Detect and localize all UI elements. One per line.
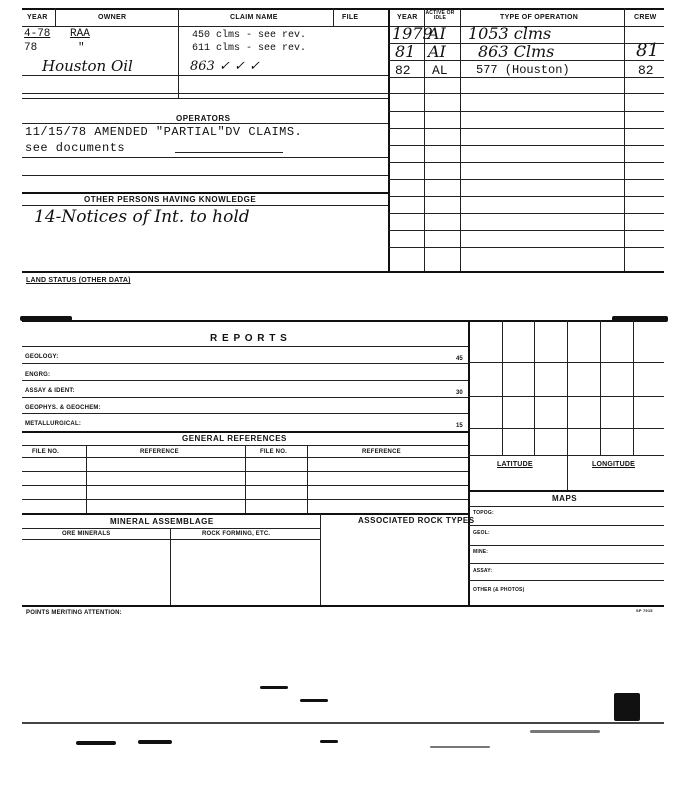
row-line — [388, 111, 664, 112]
row-line — [22, 346, 468, 347]
divider — [170, 528, 171, 605]
longitude-label: LONGITUDE — [592, 461, 636, 468]
row-line — [468, 545, 664, 546]
latitude-label: LATITUDE — [497, 461, 533, 468]
grid-line — [502, 320, 503, 455]
ref-col-reference: REFERENCE — [140, 449, 179, 455]
rock-forming-header: ROCK FORMING, ETC. — [202, 531, 271, 537]
row-line — [22, 175, 388, 176]
operation-status: AI — [428, 24, 446, 43]
header-bottom-line — [22, 26, 664, 27]
report-label-assay: ASSAY & IDENT: — [25, 388, 75, 394]
row-line — [22, 157, 388, 158]
divider — [245, 445, 246, 513]
row-line — [388, 93, 664, 94]
row-line — [22, 75, 388, 76]
top-border — [22, 8, 664, 10]
row-line — [388, 162, 664, 163]
row-line — [388, 271, 664, 273]
maps-other: OTHER (& PHOTOS) — [473, 587, 525, 593]
row-line — [22, 528, 320, 529]
row-line — [388, 77, 664, 78]
land-status-label: LAND STATUS (OTHER DATA) — [26, 277, 131, 284]
row-line — [468, 563, 664, 564]
row-line — [468, 525, 664, 526]
underline — [175, 152, 283, 153]
row-line — [22, 123, 388, 124]
row-line — [22, 271, 388, 273]
col-file-header: FILE — [342, 14, 359, 21]
scale-number: 30 — [456, 390, 463, 396]
operators-entry: see documents — [25, 141, 126, 155]
scan-mark — [430, 746, 490, 748]
scan-mark — [614, 693, 640, 721]
row-line — [22, 513, 468, 515]
row-line — [388, 247, 664, 248]
row-line — [388, 128, 664, 129]
operation-crew: 81 — [636, 40, 659, 61]
claim-name: 611 clms - see rev. — [192, 43, 307, 54]
row-line — [22, 397, 468, 398]
associated-rock-types-title: ASSOCIATED ROCK TYPES — [358, 516, 475, 525]
ref-col-reference: REFERENCE — [362, 449, 401, 455]
row-line — [22, 485, 468, 486]
claim-owner: Houston Oil — [42, 57, 133, 75]
row-line — [22, 380, 468, 381]
grid-line — [534, 320, 535, 455]
claim-name: 863 ✓ ✓ ✓ — [190, 59, 260, 74]
maps-topog: TOPOG: — [473, 510, 494, 516]
maps-geol: GEOL: — [473, 530, 490, 536]
divider — [333, 8, 334, 26]
other-persons-entry: 14-Notices of Int. to hold — [34, 207, 250, 227]
divider — [460, 8, 461, 272]
grid-line — [468, 455, 664, 456]
scan-mark — [300, 699, 328, 702]
row-line — [22, 205, 388, 206]
divider — [424, 8, 425, 272]
scan-mark — [530, 730, 600, 733]
report-label-geophys: GEOPHYS. & GEOCHEM: — [25, 405, 101, 411]
operation-type: 577 (Houston) — [476, 63, 570, 77]
row-line — [22, 98, 388, 99]
report-label-engrg: ENGRG: — [25, 372, 51, 378]
row-line — [468, 580, 664, 581]
col-claim-name-header: CLAIM NAME — [230, 14, 278, 21]
divider — [178, 8, 179, 98]
mineral-assemblage-title: MINERAL ASSEMBLAGE — [110, 517, 214, 526]
divider — [320, 513, 321, 605]
scan-mark — [76, 741, 116, 745]
ref-col-file-no: FILE NO. — [32, 449, 59, 455]
claim-owner: " — [78, 42, 85, 54]
general-references-title: GENERAL REFERENCES — [182, 434, 287, 443]
claim-year: 78 — [24, 42, 38, 54]
row-line — [388, 60, 664, 61]
row-line — [22, 93, 388, 94]
operation-year: 82 — [395, 63, 411, 78]
row-line — [388, 179, 664, 180]
points-meriting-attention-label: POINTS MERITING ATTENTION: — [26, 610, 122, 616]
col-active-idle-header: ACTIVE OR IDLE — [425, 10, 455, 21]
row-line — [22, 192, 388, 194]
scan-mark — [320, 740, 338, 743]
divider — [55, 8, 56, 26]
grid-line — [468, 428, 664, 429]
divider — [86, 445, 87, 513]
divider — [307, 445, 308, 513]
grid-line — [600, 320, 601, 455]
maps-assay: ASSAY: — [473, 568, 493, 574]
operation-status: AI — [428, 42, 446, 61]
row-line — [388, 145, 664, 146]
maps-title: MAPS — [552, 494, 578, 503]
grid-line — [633, 320, 634, 455]
scan-mark — [138, 740, 172, 744]
operation-year: 81 — [395, 42, 416, 61]
operators-title: OPERATORS — [176, 114, 231, 123]
col-owner-header: OWNER — [98, 14, 127, 21]
divider — [624, 8, 625, 272]
operation-type: 1053 clms — [468, 24, 552, 43]
row-line — [22, 363, 468, 364]
ore-minerals-header: ORE MINERALS — [62, 531, 111, 537]
row-line — [388, 213, 664, 214]
ref-col-file-no: FILE NO. — [260, 449, 287, 455]
scale-number: 45 — [456, 356, 463, 362]
row-line — [388, 230, 664, 231]
scan-mark — [260, 686, 288, 689]
operation-crew: 82 — [638, 63, 654, 78]
report-label-geology: GEOLOGY: — [25, 354, 59, 360]
row-line — [22, 471, 468, 472]
report-label-metallurgical: METALLURGICAL: — [25, 421, 82, 427]
operation-status: AL — [432, 63, 448, 78]
row-line — [22, 539, 320, 540]
col-year-header: YEAR — [27, 14, 48, 21]
claim-name: 450 clms - see rev. — [192, 30, 307, 41]
form-number: SP 7915 — [636, 608, 653, 613]
operation-year: 1979 — [392, 24, 433, 43]
maps-mine: MINE: — [473, 549, 489, 555]
reports-title: R E P O R T S — [210, 333, 288, 344]
row-line — [22, 499, 468, 500]
grid-line — [567, 320, 568, 490]
claim-year: 4-78 — [24, 28, 51, 40]
grid-line — [468, 362, 664, 363]
row-line — [388, 196, 664, 197]
grid-line — [468, 396, 664, 397]
section-border — [22, 605, 664, 607]
center-divider — [388, 8, 390, 272]
scale-number: 15 — [456, 423, 463, 429]
grid-line — [468, 490, 664, 492]
operation-type: 863 Clms — [478, 42, 555, 61]
col-crew-header: CREW — [634, 14, 657, 21]
scan-line — [22, 722, 664, 724]
row-line — [22, 413, 468, 414]
row-line — [22, 431, 468, 433]
other-persons-title: OTHER PERSONS HAVING KNOWLEDGE — [84, 195, 257, 204]
row-line — [468, 506, 664, 507]
operators-entry: 11/15/78 AMENDED "PARTIAL"DV CLAIMS. — [25, 125, 303, 139]
col-type-of-operation-header: TYPE OF OPERATION — [500, 14, 579, 21]
row-line — [388, 43, 664, 44]
claim-owner: RAA — [70, 28, 90, 40]
col-year2-header: YEAR — [397, 14, 418, 21]
